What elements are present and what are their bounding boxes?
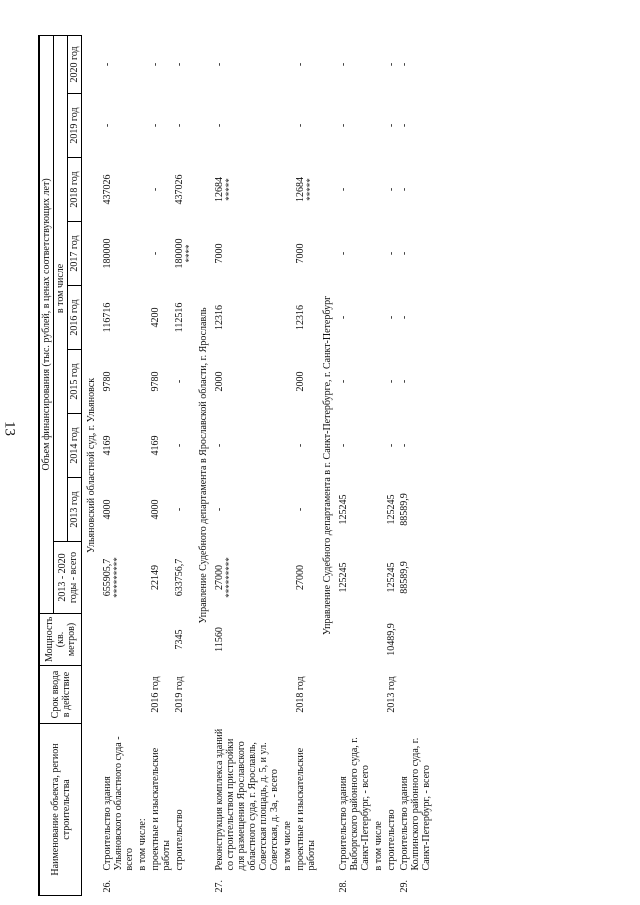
row-term: 2018 год <box>295 676 306 713</box>
row-number: 26. <box>102 880 113 893</box>
section-row <box>318 35 337 895</box>
footnote-mark: ********* <box>224 557 234 598</box>
header-funding: Объем финансирования (тыс. рублей, в ценах соответствующих лет) <box>39 35 54 613</box>
cell-2017: 180000 <box>102 238 113 269</box>
cell-2014: - <box>399 443 410 448</box>
row-term <box>213 665 281 723</box>
total-value: 27000 <box>214 564 225 590</box>
row-number: 29. <box>399 880 410 893</box>
row-name: в том числе <box>373 821 384 871</box>
cell-2020: - <box>174 62 185 67</box>
header-year: 2013 год <box>68 477 82 541</box>
cell-2019: - <box>338 123 349 128</box>
row-power <box>398 613 433 665</box>
table-row <box>149 35 173 895</box>
cell-2017 <box>173 221 194 285</box>
cell-2015: - <box>399 379 410 384</box>
table-row <box>173 35 194 895</box>
row-name: проектные и изыскательские работы <box>295 747 317 871</box>
cell-2016: 112516 <box>174 302 185 333</box>
cell-2015: 9780 <box>150 371 161 392</box>
cell-2017: - <box>399 251 410 256</box>
row-total: 633756,7 <box>174 558 185 597</box>
row-name: в том числе: <box>137 818 148 871</box>
row-total: 27000 <box>295 564 306 590</box>
cell-2013: - <box>174 507 185 512</box>
cell-value: 180000 <box>174 238 185 269</box>
cell-2014: 4169 <box>150 435 161 456</box>
cell-2018 <box>294 157 318 221</box>
row-total <box>213 541 281 613</box>
row-number: 28. <box>338 880 349 893</box>
cell-value: 12684 <box>214 176 225 202</box>
header-including: в том числе <box>54 35 68 541</box>
row-term: 2016 год <box>150 676 161 713</box>
table-row <box>213 35 281 895</box>
row-total: 125245 <box>386 562 397 593</box>
row-term <box>101 665 136 723</box>
row-name: строительство <box>386 809 397 871</box>
row-number: 27. <box>214 880 225 893</box>
row-power <box>101 613 136 665</box>
cell-2020: - <box>214 62 225 67</box>
cell-2016: - <box>399 315 410 320</box>
row-name: Строительство здания Ульяновского областного суда - всего <box>102 736 135 871</box>
row-name: Строительство здания Выборгского районного суда, г. Санкт-Петербург, - всего <box>338 737 371 871</box>
cell-2019: - <box>174 123 185 128</box>
cell-2018: - <box>399 187 410 192</box>
cell-2018 <box>213 157 281 221</box>
cell-2019: - <box>399 123 410 128</box>
row-power: 7345 <box>174 629 185 650</box>
table-row <box>385 35 398 895</box>
cell-2015: - <box>386 379 397 384</box>
header-term: Срок ввода в действие <box>39 665 82 723</box>
cell-2015: - <box>338 379 349 384</box>
cell-2018: - <box>386 187 397 192</box>
footnote-mark: ***** <box>224 178 234 201</box>
section-row <box>82 35 102 895</box>
cell-2019: - <box>150 123 161 128</box>
cell-2020: - <box>338 62 349 67</box>
header-year: 2020 год <box>68 35 82 93</box>
row-name: в том числе <box>282 821 293 871</box>
cell-2014: 4169 <box>102 435 113 456</box>
cell-2020: - <box>295 62 306 67</box>
total-value: 655905,7 <box>102 558 113 597</box>
cell-2019: - <box>295 123 306 128</box>
section-title: Управление Судебного департамента в Ярославской области, г. Ярославль <box>198 307 209 624</box>
section-row <box>194 35 213 895</box>
row-term: 2013 год <box>386 676 397 713</box>
cell-2016: 12316 <box>214 304 225 330</box>
table-row <box>294 35 318 895</box>
cell-2015: - <box>174 379 185 384</box>
row-total: 88589,9 <box>399 561 410 594</box>
section-title: Управление Судебного департамента в г. Санкт-Петербурге, г. Санкт-Петербург <box>322 295 333 636</box>
footnote-mark: **** <box>184 244 194 263</box>
cell-2016: 4200 <box>150 307 161 328</box>
row-total: 22149 <box>150 564 161 590</box>
table-row <box>372 35 385 895</box>
cell-2015: 9780 <box>102 371 113 392</box>
row-name: Реконструкция комплекса зданий со строительством пристройки для размещения Ярославского областного суда, г. Ярославль, Советская площадь, д. 5, и ул. Советская, д. 3а, - всего <box>214 728 280 871</box>
cell-2020: - <box>399 62 410 67</box>
header-year: 2014 год <box>68 413 82 477</box>
header-name: Наименование объекта, регион строительства <box>39 723 82 895</box>
cell-2013: 125245 <box>386 494 397 525</box>
cell-2018: 437026 <box>174 174 185 205</box>
cell-2014: - <box>338 443 349 448</box>
cell-2014: - <box>295 443 306 448</box>
row-power: 11560 <box>214 627 225 652</box>
cell-2019: - <box>214 123 225 128</box>
table-row <box>281 35 294 895</box>
cell-2015: 2000 <box>214 371 225 392</box>
table-row <box>398 35 433 895</box>
funding-table-sheet <box>38 36 618 896</box>
page-number: 13 <box>1 421 18 436</box>
cell-2017: 7000 <box>295 243 306 264</box>
row-total <box>101 541 136 613</box>
row-term: 2019 год <box>174 676 185 713</box>
row-name: строительство <box>174 809 185 871</box>
cell-2020: - <box>150 62 161 67</box>
cell-2019: - <box>102 123 113 128</box>
cell-2013: 88589,9 <box>399 493 410 526</box>
table-row <box>136 35 149 895</box>
header-year: 2016 год <box>68 285 82 349</box>
header-year: 2017 год <box>68 221 82 285</box>
cell-2017: - <box>386 251 397 256</box>
cell-value: 12684 <box>295 176 306 202</box>
cell-2014: - <box>214 443 225 448</box>
row-name: Строительство здания Колпинского районного суда, г. Санкт-Петербург, - всего <box>399 737 432 871</box>
cell-2017: 7000 <box>214 243 225 264</box>
cell-2016: - <box>338 315 349 320</box>
header-year: 2015 год <box>68 349 82 413</box>
header-year: 2019 год <box>68 93 82 157</box>
table-row <box>101 35 136 895</box>
cell-2018: - <box>150 187 161 192</box>
cell-2017: - <box>150 251 161 256</box>
funding-table <box>38 35 433 896</box>
header-power: Мощность (кв. метров) <box>39 613 82 665</box>
cell-2019: - <box>386 123 397 128</box>
cell-2018: - <box>338 187 349 192</box>
row-total: 125245 <box>338 562 349 593</box>
cell-2013: - <box>214 507 225 512</box>
header-total: 2013 - 2020 годы - всего <box>54 541 82 613</box>
cell-2016: - <box>386 315 397 320</box>
footnote-mark: ***** <box>305 178 315 201</box>
cell-2020: - <box>386 62 397 67</box>
cell-2016: 12316 <box>295 304 306 330</box>
cell-2015: 2000 <box>295 371 306 392</box>
cell-2013: 4000 <box>102 499 113 520</box>
cell-2014: - <box>386 443 397 448</box>
cell-2013: 4000 <box>150 499 161 520</box>
row-term <box>337 665 372 723</box>
row-power <box>294 613 318 665</box>
cell-2018: 437026 <box>102 174 113 205</box>
footnote-mark: ********* <box>112 557 122 598</box>
row-power <box>149 613 173 665</box>
row-power: 10489,9 <box>386 623 397 656</box>
row-term <box>398 665 433 723</box>
cell-2013: - <box>295 507 306 512</box>
section-title: Ульяновский областной суд, г. Ульяновск <box>86 377 97 553</box>
header-year: 2018 год <box>68 157 82 221</box>
row-power <box>337 613 372 665</box>
cell-2014: - <box>174 443 185 448</box>
cell-2020: - <box>102 62 113 67</box>
cell-2013: 125245 <box>338 494 349 525</box>
table-row <box>337 35 372 895</box>
cell-2016: 116716 <box>102 302 113 333</box>
row-name: проектные и изыскательские работы <box>150 747 172 871</box>
cell-2017: - <box>338 251 349 256</box>
